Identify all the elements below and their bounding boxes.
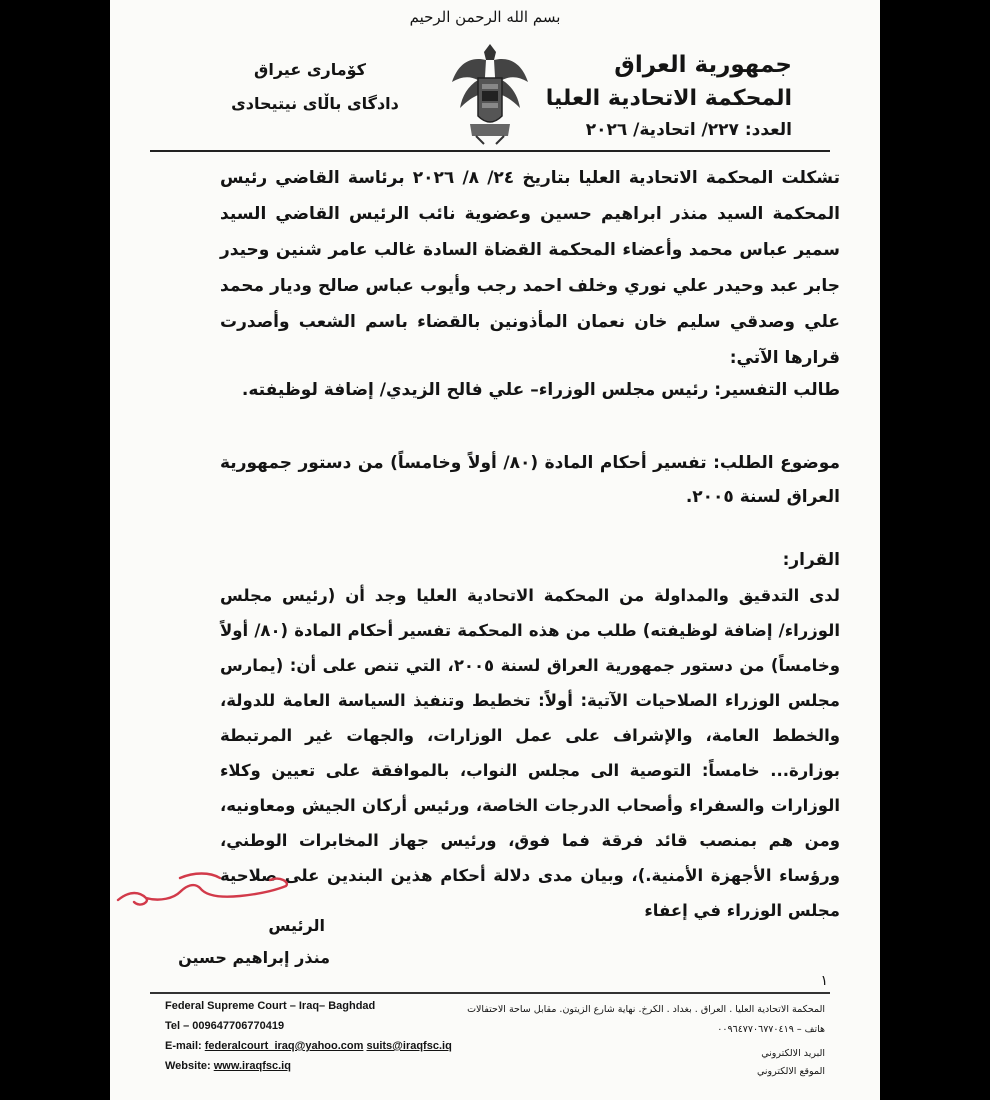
signatory-role: الرئيس xyxy=(268,916,325,935)
footer-email-label: E-mail: xyxy=(165,1040,202,1052)
footer-phone-arabic: هاتف – ٠٠٩٦٤٧٧٠٦٧٧٠٤١٩ xyxy=(717,1024,825,1035)
header-divider xyxy=(150,150,830,152)
decision-heading: القرار: xyxy=(782,550,840,570)
footer-website-row xyxy=(165,1060,495,1072)
court-title-arabic: المحكمة الاتحادية العليا xyxy=(545,86,792,111)
applicant-line: طالب التفسير: رئيس مجلس الوزراء– علي فالح الزيدي/ إضافة لوظيفته. xyxy=(241,380,840,400)
court-title-kurdish: دادگاى باڵای نيتيحادى xyxy=(231,94,399,113)
case-number: العدد: ٢٢٧/ اتحادية/ ٢٠٢٦ xyxy=(585,120,792,140)
footer-email-row xyxy=(165,1040,495,1052)
document-page xyxy=(110,0,880,1100)
request-subject-paragraph: موضوع الطلب: تفسير أحكام المادة (٨٠/ أولاً وخامساً) من دستور جمهورية العراق لسنة ٢٠٠٥. xyxy=(220,453,840,507)
footer-website-label: Website: xyxy=(165,1060,211,1072)
footer-website-arabic: الموقع الالكتروني xyxy=(756,1066,825,1077)
footer-website-link[interactable]: www.iraqfsc.iq xyxy=(213,1060,291,1072)
footer-email-link-2[interactable]: suits@iraqfsc.iq xyxy=(366,1040,452,1052)
footer-address-arabic: المحكمة الاتحادية العليا . العراق . بغداد . الكرخ. نهاية شارع الزيتون. مقابل ساحة الاحتفالات xyxy=(467,1004,825,1015)
decision-paragraph: لدى التدقيق والمداولة من المحكمة الاتحادية العليا وجد أن (رئيس مجلس الوزراء/ إضافة لوظيفته) طلب من هذه المحكمة تفسير أحكام المادة (٨٠/ أولاً وخامساً) من دستور جمهورية العراق لسنة ٢٠٠٥، التي تنص على أن: (يمارس مجلس الوزراء الصلاحيات الآتية: أولاً: تخطيط وتنفيذ السياسة العامة للدولة، والخطط العامة، والإشراف على عمل الوزارات، والجهات غير المرتبطة بوزارة... خامساً: التوصية الى مجلس النواب، بالموافقة على تعيين وكلاء الوزارات والسفراء وأصحاب الدرجات الخاصة، ورئيس أركان الجيش ومعاونيه، ومن هم بمنصب قائد فرقة فما فوق، ورئيس جهاز المخابرات الوطني، ورؤساء الأجهزة الأمنية.)، وبيان مدى دلالة أحكام هذين البندين على صلاحية مجلس الوزراء في إعفاء xyxy=(220,586,841,920)
page-number: ١ xyxy=(820,973,828,989)
country-title-kurdish: كۆمارى عيراق xyxy=(254,60,366,79)
footer-telephone: Tel – 009647706770419 xyxy=(165,1020,285,1032)
signatory-name: منذر إبراهيم حسين xyxy=(178,948,330,967)
basmala: بسم الله الرحمن الرحيم xyxy=(409,8,561,26)
footer-court-name: Federal Supreme Court – Iraq– Baghdad xyxy=(165,1000,376,1012)
footer-divider xyxy=(150,992,830,994)
footer-email-link-1[interactable]: federalcourt_iraq@yahoo.com xyxy=(204,1040,364,1052)
iraq-eagle-emblem-icon xyxy=(450,38,530,148)
court-composition-paragraph: تشكلت المحكمة الاتحادية العليا بتاريخ ٢٤/ ٨/ ٢٠٢٦ برئاسة القاضي رئيس المحكمة السيد منذر ابراهيم حسين وعضوية نائب الرئيس القاضي السيد سمير عباس محمد وأعضاء المحكمة القضاة السادة غالب عامر شنين وحيدر جابر عبد وحيدر علي نوري وخلف احمد رجب وأيوب عباس صالح وديار محمد علي وصدقي سليم خان نعمان المأذونين بالقضاء باسم الشعب وأصدرت قرارها الآتي: xyxy=(220,168,840,368)
country-title-arabic: جمهورية العراق xyxy=(614,52,792,78)
footer-email-arabic: البريد الالكتروني xyxy=(761,1048,825,1059)
